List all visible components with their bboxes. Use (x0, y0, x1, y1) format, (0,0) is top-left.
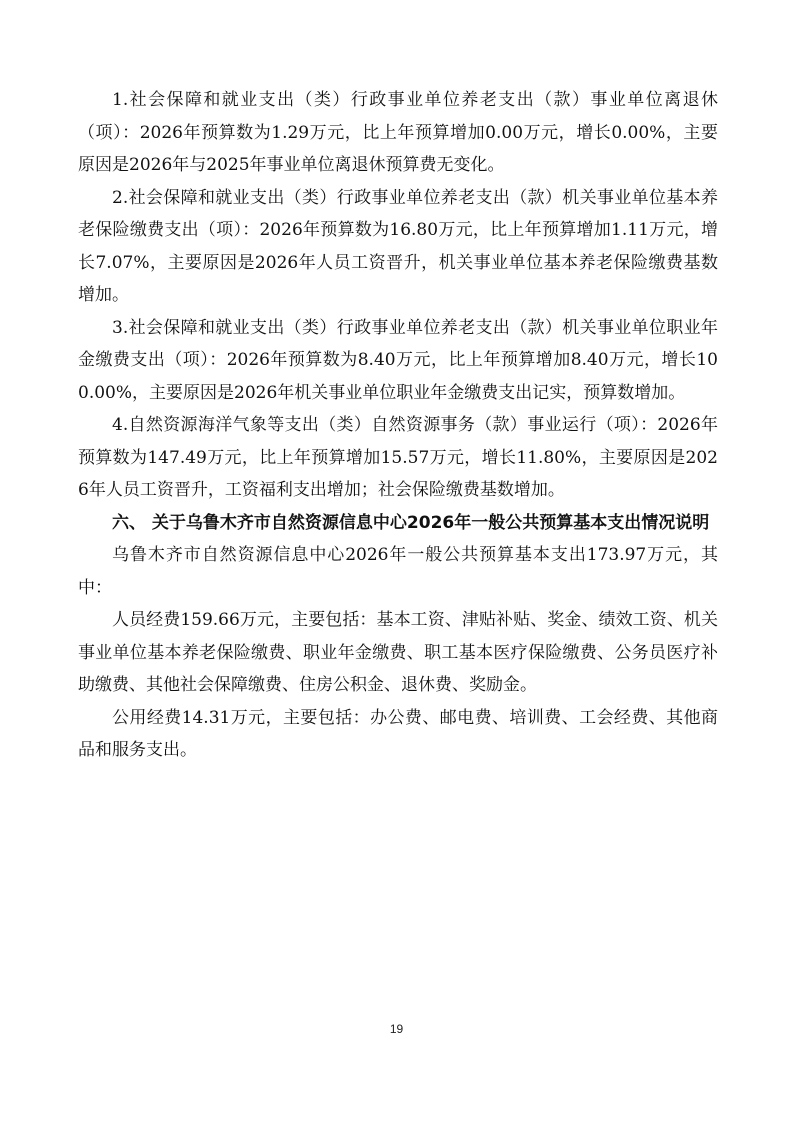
paragraph-natural-resources-operation: 4.自然资源海洋气象等支出（类）自然资源事务（款）事业运行（项）：2026年预算数为147.49万元，比上年预算增加15.57万元，增长11.80%，主要原因是2026年人员工资晋升，工资福利支出增加；社会保险缴费基数增加。 (78, 415, 718, 500)
section-heading: 六、 关于乌鲁木齐市自然资源信息中心2026年一般公共预算基本支出情况说明 (112, 512, 710, 533)
page-number: 19 (389, 1022, 404, 1036)
paragraph-retirement: 1.社会保障和就业支出（类）行政事业单位养老支出（款）事业单位离退休（项）：2026年预算数为1.29万元，比上年预算增加0.00万元，增长0.00%，主要原因是2026年与2025年事业单位离退休预算费无变化。 (78, 90, 718, 175)
paragraph-pension-insurance: 2.社会保障和就业支出（类）行政事业单位养老支出（款）机关事业单位基本养老保险缴费支出（项）：2026年预算数为16.80万元，比上年预算增加1.11万元，增长7.07%，主要原因是2026年人员工资晋升，机关事业单位基本养老保险缴费基数增加。 (78, 187, 718, 305)
paragraph-occupational-annuity: 3.社会保障和就业支出（类）行政事业单位养老支出（款）机关事业单位职业年金缴费支出（项）：2026年预算数为8.40万元，比上年预算增加8.40万元，增长100.00%，主要原因是2026年机关事业单位职业年金缴费支出记实，预算数增加。 (78, 317, 718, 403)
paragraph-public-expenses: 公用经费14.31万元，主要包括：办公费、邮电费、培训费、工会经费、其他商品和服务支出。 (78, 707, 718, 760)
paragraph-personnel-expenses: 人员经费159.66万元，主要包括：基本工资、津贴补贴、奖金、绩效工资、机关事业单位基本养老保险缴费、职业年金缴费、职工基本医疗保险缴费、公务员医疗补助缴费、其他社会保障缴费、住房公积金、退休费、奖励金。 (78, 610, 718, 695)
document-page (78, 84, 718, 767)
paragraph-basic-expenditure-total: 乌鲁木齐市自然资源信息中心2026年一般公共预算基本支出173.97万元，其中： (78, 545, 718, 598)
